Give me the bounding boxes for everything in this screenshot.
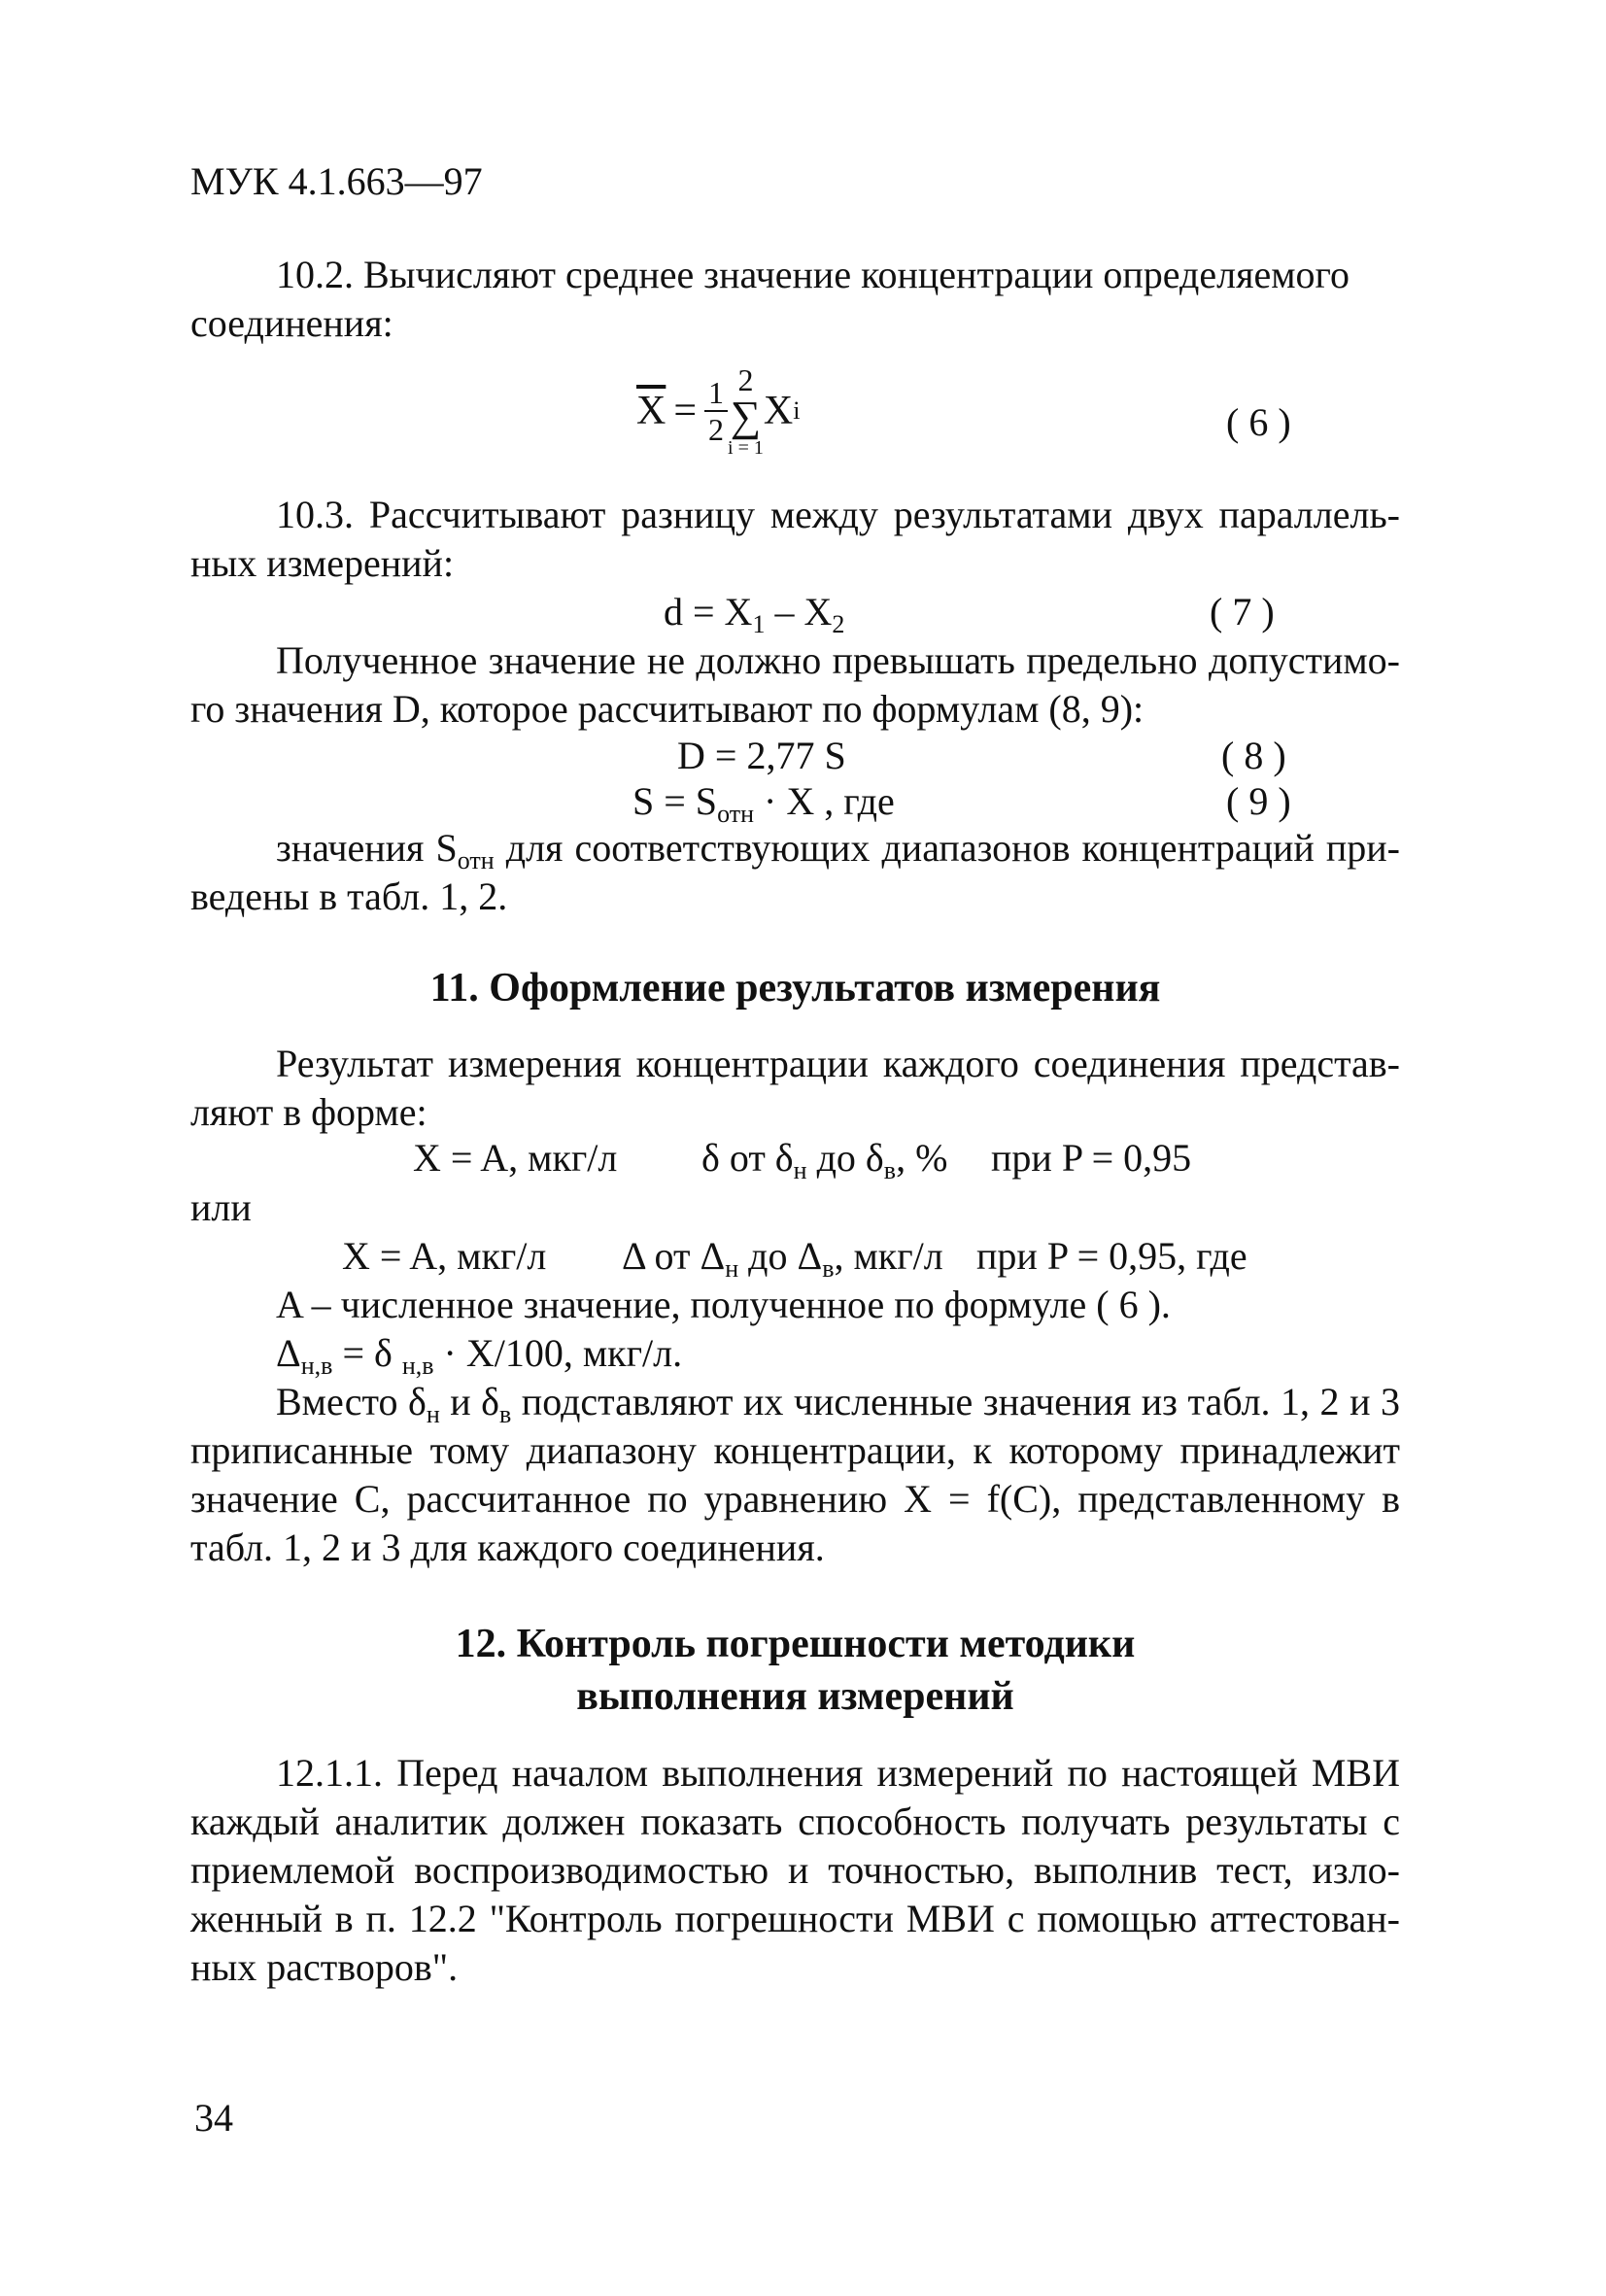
- eq6-fraction: [704, 375, 728, 447]
- section-12-heading-line-2: выполнения измерений: [576, 1674, 1014, 1719]
- or-label: или: [190, 1185, 252, 1229]
- form-1-probability: при P = 0,95: [991, 1136, 1192, 1180]
- form-2-probability: при P = 0,95, где: [976, 1234, 1247, 1278]
- form-2-sub-2: в: [822, 1254, 835, 1283]
- form-1-value: X = A, мкг/л: [413, 1136, 618, 1180]
- p2-sub-1: н: [426, 1400, 440, 1428]
- eq9-subscript: отн: [717, 800, 754, 828]
- equation-9: [632, 777, 895, 826]
- p2-part-b: и δ: [439, 1380, 500, 1423]
- section-12-p1-line-3: приемлемой воспроизводимостью и точностью, выполнив тест, изло-: [190, 1848, 1400, 1892]
- form-1-sub-2: в: [883, 1156, 897, 1184]
- section-12-p1-line-1: 12.1.1. Перед началом выполнения измерений по настоящей МВИ: [276, 1751, 1400, 1795]
- paragraph-10-3-line-1: 10.3. Рассчитывают разницу между результатами двух параллель-: [276, 493, 1400, 536]
- form-2-value: X = A, мкг/л: [342, 1234, 547, 1278]
- equation-7: [664, 588, 844, 636]
- section-12-p1-line-4: женный в п. 12.2 "Контроль погрешности МВИ с помощью аттестован-: [190, 1897, 1400, 1940]
- section-11-paragraph-line-2: ляют в форме:: [190, 1090, 427, 1134]
- p2-part-a: Вместо δ: [276, 1380, 427, 1423]
- eq9-part-a: S = S: [632, 779, 718, 823]
- section-11-p2-line-1: [276, 1378, 1400, 1426]
- document-code-header: МУК 4.1.663—97: [190, 159, 483, 203]
- section-11-p2-line-3: значение C, рассчитанное по уравнению X = f(C), представленному в: [190, 1477, 1400, 1521]
- section-11-p2-line-2: приписанные тому диапазону концентрации, к которому принадлежит: [190, 1428, 1400, 1472]
- equation-7-number: ( 7 ): [1210, 590, 1275, 634]
- clause-number: 10.2.: [276, 253, 354, 296]
- form-1-sub-1: н: [793, 1156, 807, 1184]
- eq6-equals: =: [673, 389, 698, 433]
- paragraph-10-3-line-2: ных измерений:: [190, 541, 455, 585]
- section-12-p1-line-2: каждый аналитик должен показать способность получать результаты с: [190, 1799, 1400, 1843]
- form-2-part-c: , мкг/л: [834, 1234, 943, 1278]
- sotn-part-a: значения S: [276, 826, 458, 870]
- def-delta-part-b: = δ: [332, 1331, 402, 1375]
- section-11-p2-line-4: табл. 1, 2 и 3 для каждого соединения.: [190, 1525, 825, 1569]
- form-1-part-a: δ от δ: [701, 1136, 794, 1180]
- paragraph-10-2-line-1: [276, 251, 1400, 299]
- equation-8-number: ( 8 ): [1221, 734, 1286, 777]
- def-delta-part-c: · X/100, мкг/л.: [433, 1331, 683, 1375]
- form-2-delta-range: [622, 1232, 943, 1281]
- section-12-heading-line-1: 12. Контроль погрешности методики: [455, 1622, 1136, 1666]
- paragraph-sotn-line-1: [276, 824, 1400, 873]
- eq6-sum-lower: i = 1: [728, 437, 764, 459]
- def-delta-sub-2: н,в: [401, 1352, 434, 1380]
- definition-delta: [276, 1329, 682, 1378]
- section-12-p1-line-5: ных растворов".: [190, 1945, 459, 1989]
- eq6-lhs: $\overline{X}$: [636, 389, 666, 433]
- form-1-part-c: , %: [896, 1136, 948, 1180]
- form-2-part-a: Δ от Δ: [622, 1234, 726, 1278]
- section-11-paragraph-line-1: Результат измерения концентрации каждого соединения представ-: [276, 1042, 1400, 1085]
- paragraph-d-line-1: Полученное значение не должно превышать предельно допустимо-: [276, 638, 1400, 682]
- eq6-term: X: [763, 389, 794, 433]
- p2-part-c: подставляют их численные значения из табл. 1, 2 и 3: [511, 1380, 1400, 1423]
- eq6-frac-numerator: 1: [704, 375, 728, 412]
- definition-a: A – численное значение, полученное по формуле ( 6 ).: [276, 1283, 1171, 1326]
- eq6-sum-upper: 2: [737, 362, 754, 397]
- equation-8: D = 2,77 S: [677, 734, 846, 777]
- eq7-part-b: – X: [765, 590, 833, 634]
- form-1-part-b: до δ: [806, 1136, 884, 1180]
- paragraph-d-line-2: го значения D, которое рассчитывают по формулам (8, 9):: [190, 687, 1145, 731]
- eq7-sub-2: 2: [832, 610, 845, 638]
- eq6-frac-denominator: 2: [708, 412, 725, 447]
- eq9-part-b: · X , где: [754, 779, 895, 823]
- equation-6: $\overline{X}$ = $\frac{1}{2}$ 2 ∑ i = 1 X i: [636, 362, 801, 459]
- equation-9-number: ( 9 ): [1226, 779, 1291, 823]
- eq7-sub-1: 1: [752, 610, 766, 638]
- eq7-part-a: d = X: [664, 590, 753, 634]
- def-delta-part-a: Δ: [276, 1331, 301, 1375]
- page-number: 34: [194, 2096, 233, 2140]
- sotn-subscript: отн: [457, 846, 495, 874]
- paragraph-sotn-line-2: ведены в табл. 1, 2.: [190, 874, 508, 918]
- sigma-icon: ∑: [730, 393, 762, 440]
- form-1-delta-range: [701, 1134, 947, 1182]
- p2-sub-2: в: [499, 1400, 512, 1428]
- form-2-sub-1: н: [725, 1254, 739, 1283]
- def-delta-sub-1: н,в: [300, 1352, 333, 1380]
- eq6-summation: [728, 364, 764, 458]
- form-2-part-b: до Δ: [738, 1234, 823, 1278]
- paragraph-10-2-line-2: соединения:: [190, 301, 393, 345]
- section-11-heading: 11. Оформление результатов измерения: [429, 966, 1161, 1011]
- clause-text: Вычисляют среднее значение концентрации определяемого: [363, 253, 1350, 296]
- sotn-part-b: для соответствующих диапазонов концентраций при-: [494, 826, 1400, 870]
- equation-6-number: ( 6 ): [1226, 400, 1291, 444]
